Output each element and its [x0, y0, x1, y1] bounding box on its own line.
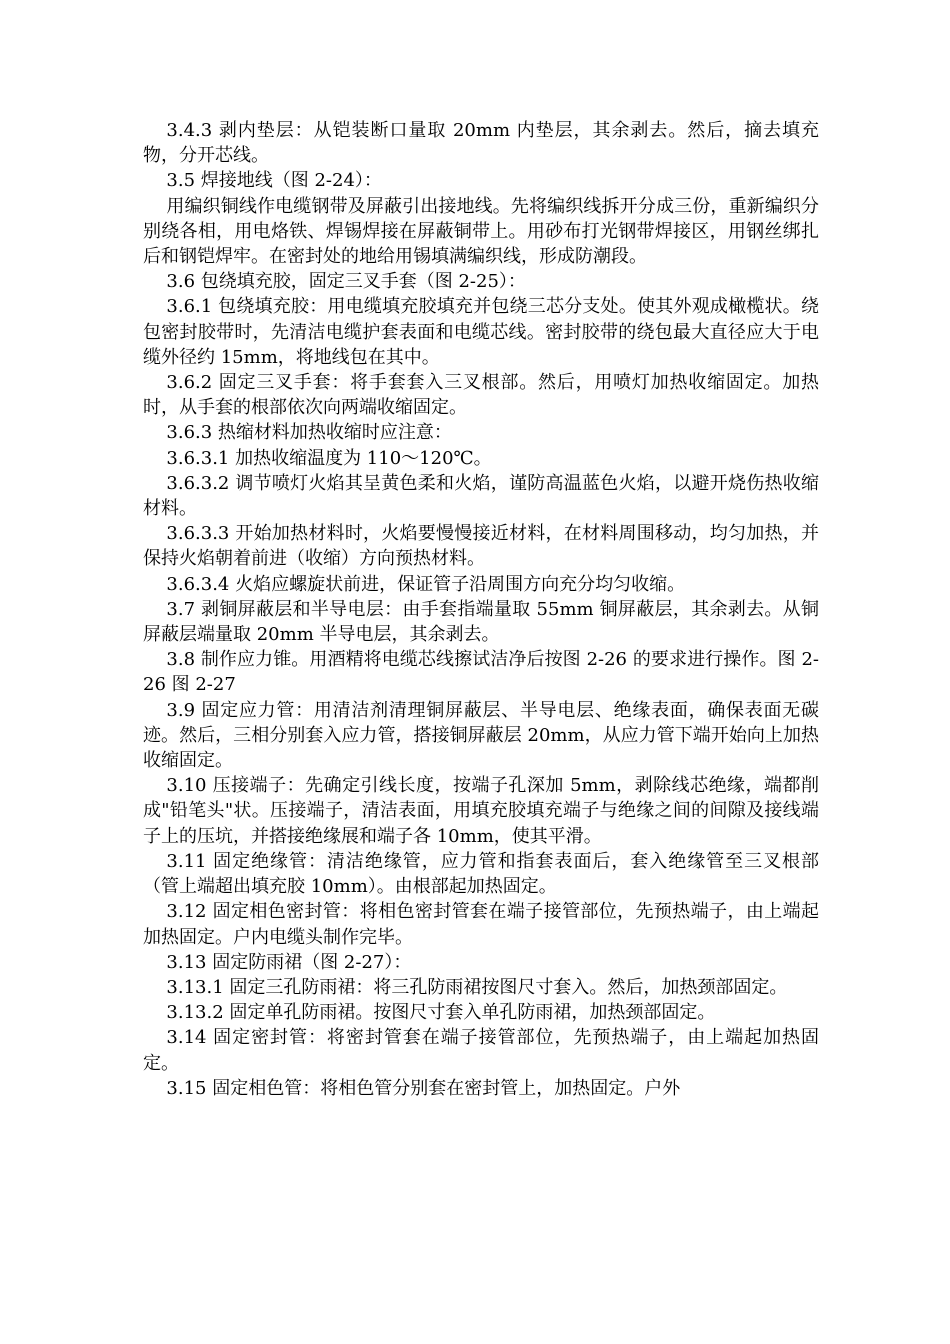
paragraph-3-6-3-4: 3.6.3.4 火焰应螺旋状前进，保证管子沿周围方向充分均匀收缩。 — [166, 573, 686, 595]
paragraph-3-6-3-1: 3.6.3.1 加热收缩温度为 110～120℃。 — [166, 447, 492, 469]
paragraph-3-12: 3.12 固定相色密封管：将相色密封管套在端子接管部位，先预热端子，由上端起加热固定。户内电缆头制作完毕。 — [143, 901, 819, 948]
paragraph-3-6-1: 3.6.1 包绕填充胶：用电缆填充胶填充并包绕三芯分支处。使其外观成橄榄状。绕包密封胶带时，先清洁电缆护套表面和电缆芯线。密封胶带的绕包最大直径应大于电缆外径约 15mm，将地线包在其中。 — [143, 296, 819, 368]
heading-3-5: 3.5 焊接地线（图 2-24）： — [166, 170, 382, 192]
paragraph-3-6-3-3: 3.6.3.3 开始加热材料时，火焰要慢慢接近材料，在材料周围移动，均匀加热，并保持火焰朝着前进（收缩）方向预热材料。 — [143, 523, 819, 570]
paragraph-3-10: 3.10 压接端子：先确定引线长度，按端子孔深加 5mm，剥除线芯绝缘，端都削成"铅笔头"状。压接端子，清洁表面，用填充胶填充端子与绝缘之间的间隙及接线端子上的压坑，并搭接绝缘展和端子各 10mm，使其平滑。 — [143, 775, 819, 847]
paragraph-3-4-3: 3.4.3 剥内垫层：从铠装断口量取 20mm 内垫层，其余剥去。然后，摘去填充物，分开芯线。 — [143, 120, 819, 167]
paragraph-ground-wire: 用编织铜线作电缆钢带及屏蔽引出接地线。先将编织线拆开分成三份，重新编织分别绕各相，用电烙铁、焊锡焊接在屏蔽铜带上。用砂布打光钢带焊接区，用钢丝绑扎后和钢铠焊牢。在密封处的地给用锡填满编织线，形成防潮段。 — [143, 195, 819, 268]
paragraph-3-6-2: 3.6.2 固定三叉手套：将手套套入三叉根部。然后，用喷灯加热收缩固定。加热时，从手套的根部依次向两端收缩固定。 — [143, 372, 819, 419]
heading-3-13: 3.13 固定防雨裙（图 2-27）： — [166, 951, 412, 973]
paragraph-3-7: 3.7 剥铜屏蔽层和半导电层：由手套指端量取 55mm 铜屏蔽层，其余剥去。从铜屏蔽层端量取 20mm 半导电层，其余剥去。 — [143, 598, 819, 646]
paragraph-3-6-3-2: 3.6.3.2 调节喷灯火焰其呈黄色柔和火焰，谨防高温蓝色火焰，以避开烧伤热收缩材料。 — [143, 472, 819, 520]
paragraph-3-13-2: 3.13.2 固定单孔防雨裙。按图尺寸套入单孔防雨裙，加热颈部固定。 — [166, 1002, 716, 1024]
paragraph-3-14: 3.14 固定密封管：将密封管套在端子接管部位，先预热端子，由上端起加热固定。 — [143, 1027, 819, 1074]
paragraph-3-15: 3.15 固定相色管：将相色管分别套在密封管上，加热固定。户外 — [166, 1077, 681, 1099]
paragraph-3-9: 3.9 固定应力管：用清洁剂清理铜屏蔽层、半导电层、绝缘表面，确保表面无碳迹。然后，三相分别套入应力管，搭接铜屏蔽层 20mm，从应力管下端开始向上加热收缩固定。 — [143, 699, 819, 772]
paragraph-3-13-1: 3.13.1 固定三孔防雨裙：将三孔防雨裙按图尺寸套入。然后，加热颈部固定。 — [166, 976, 788, 998]
paragraph-3-11: 3.11 固定绝缘管：清洁绝缘管，应力管和指套表面后，套入绝缘管至三叉根部（管上端超出填充胶 10mm）。由根部起加热固定。 — [143, 850, 819, 898]
document-body — [143, 118, 819, 1101]
heading-3-6-3: 3.6.3 热缩材料加热收缩时应注意： — [166, 422, 452, 444]
paragraph-3-8: 3.8 制作应力锥。用酒精将电缆芯线擦试洁净后按图 2-26 的要求进行操作。图 2-26 图 2-27 — [143, 649, 819, 696]
heading-3-6: 3.6 包绕填充胶，固定三叉手套（图 2-25）： — [166, 271, 526, 293]
